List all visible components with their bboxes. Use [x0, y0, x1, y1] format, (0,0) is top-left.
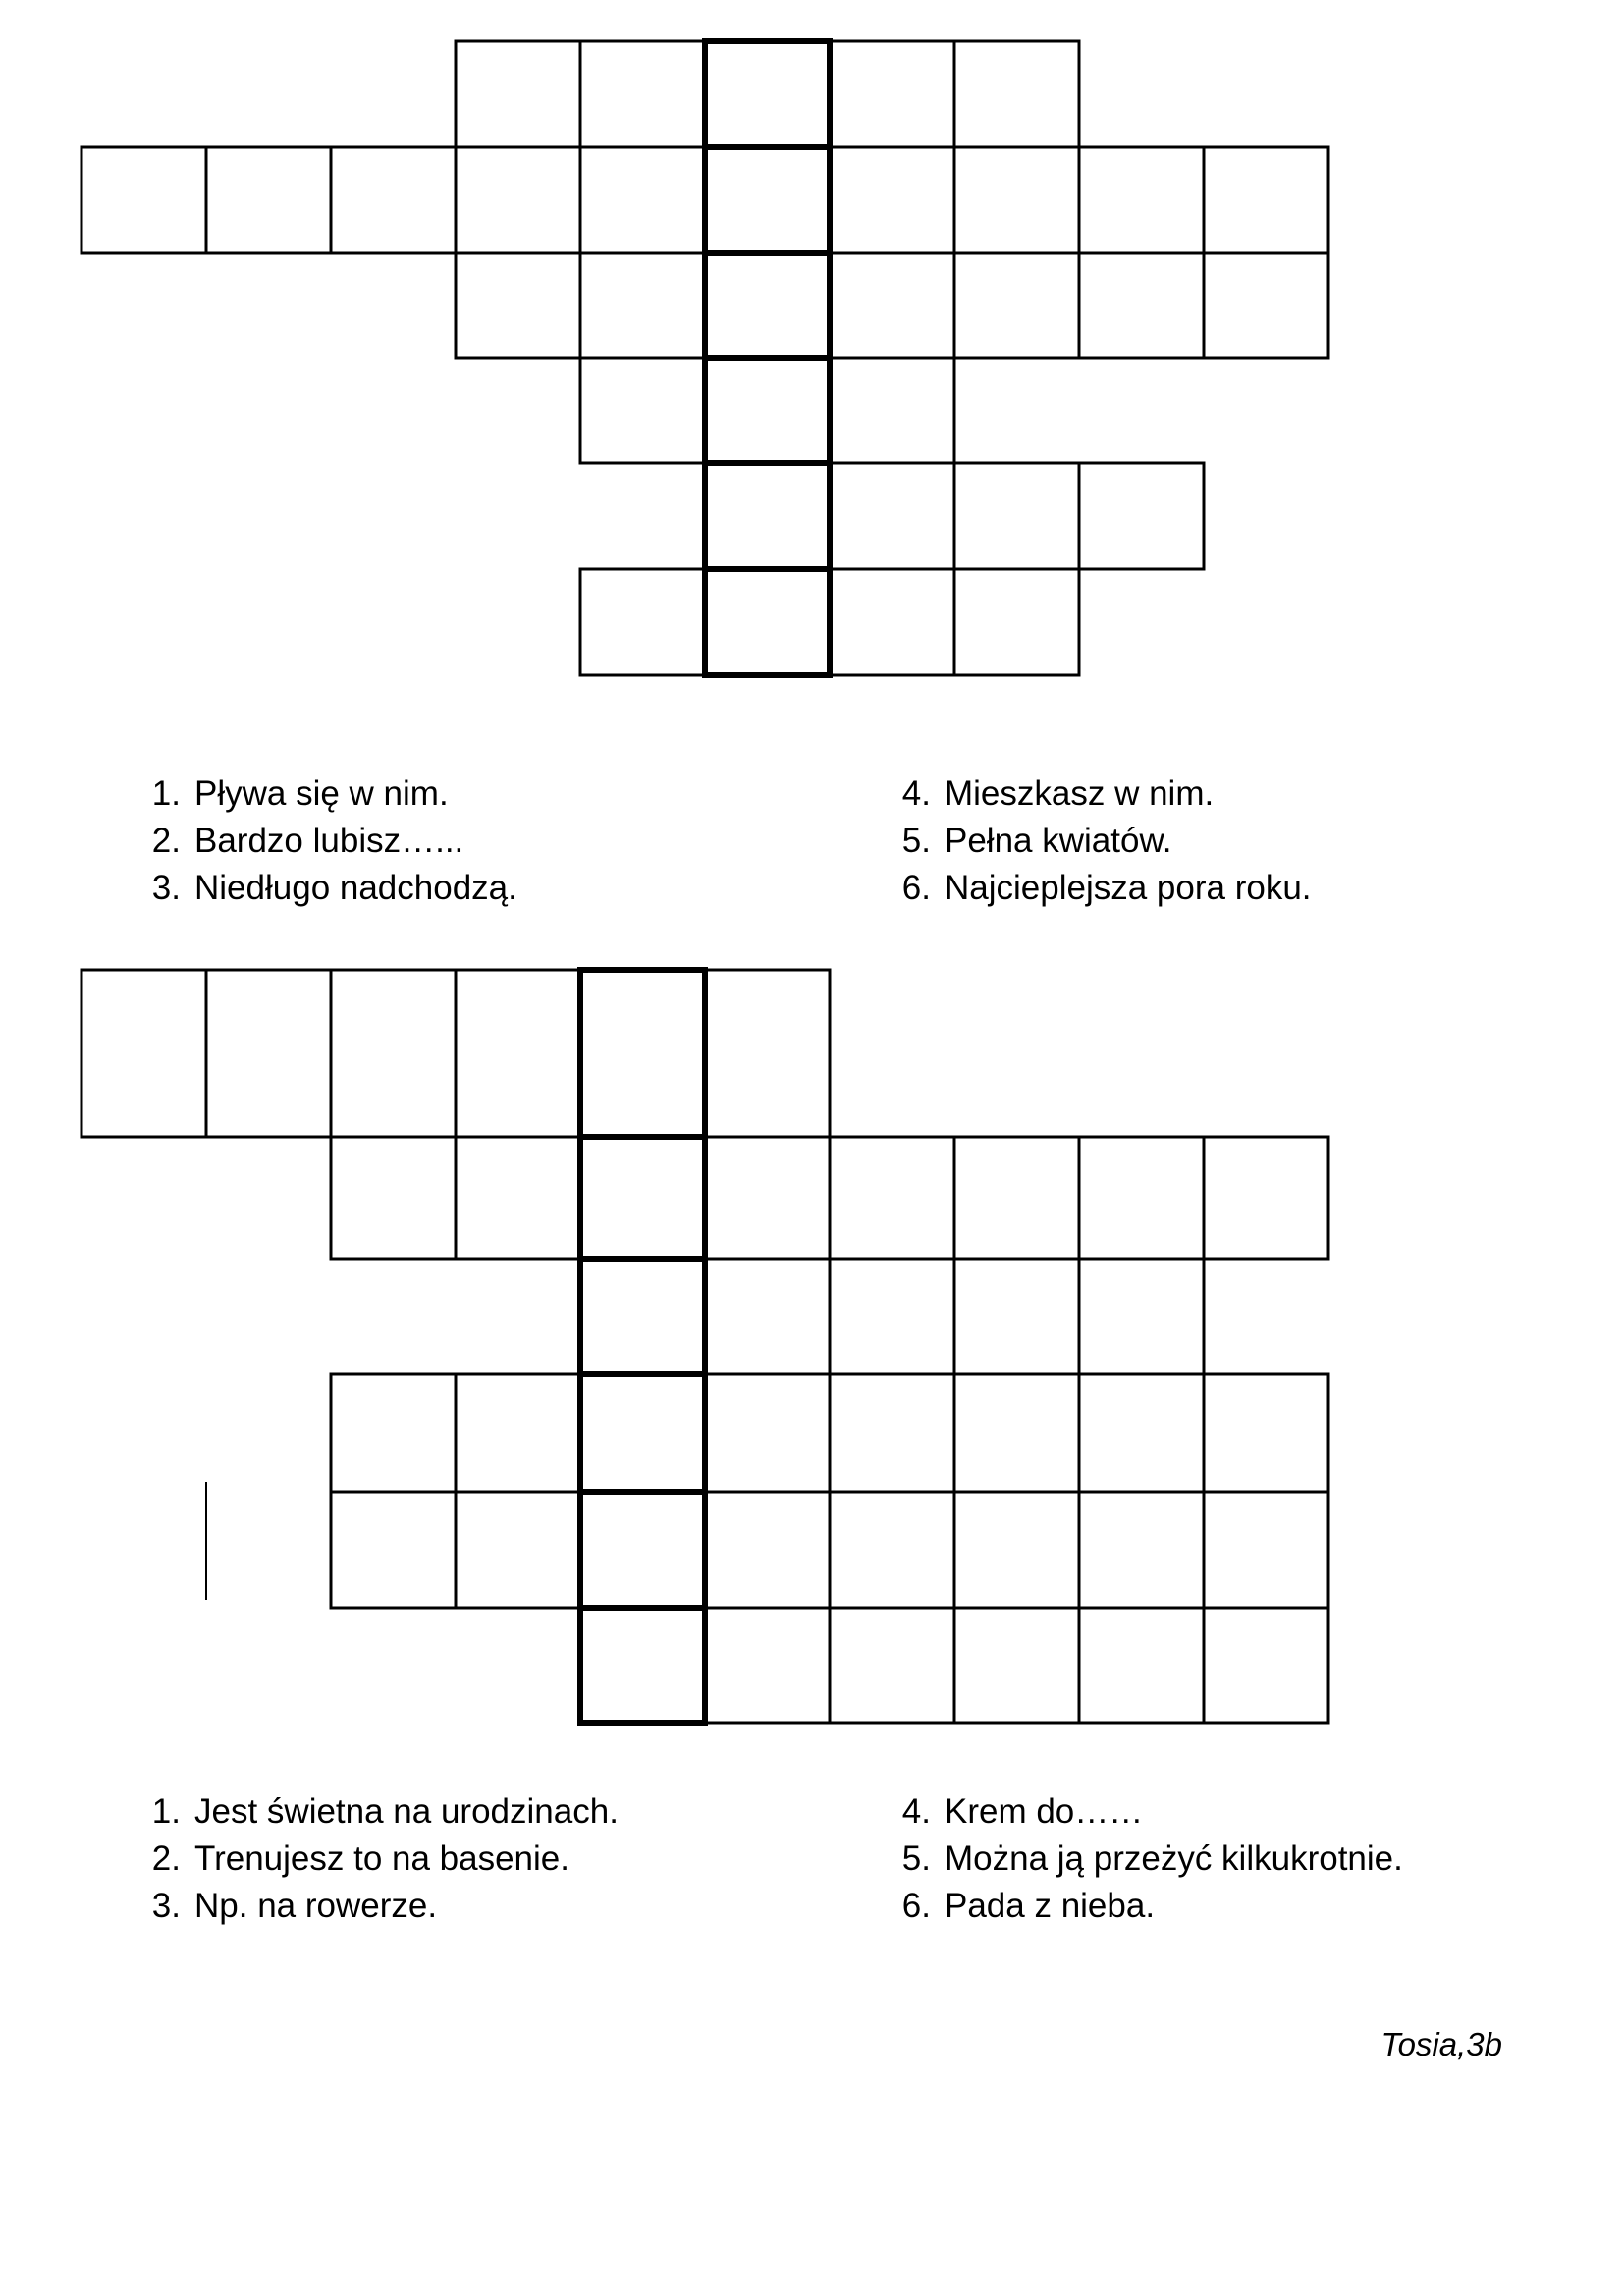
- crossword-1-cell[interactable]: [705, 147, 830, 253]
- clue-text: Pełna kwiatów.: [945, 822, 1172, 860]
- clue-text: Trenujesz to na basenie.: [194, 1840, 569, 1878]
- crossword-1-cell[interactable]: [954, 41, 1079, 147]
- crossword-1-cell[interactable]: [580, 253, 705, 358]
- crossword-1-cell[interactable]: [580, 41, 705, 147]
- crossword-1-cell[interactable]: [830, 463, 954, 569]
- crossword-1-cell[interactable]: [830, 147, 954, 253]
- crossword-1-cell[interactable]: [456, 147, 580, 253]
- crossword-2-cell[interactable]: [331, 970, 456, 1137]
- clue-item: [895, 1883, 1403, 1930]
- author-signature: Tosia,3b: [1380, 2026, 1502, 2062]
- crossword-2-cell[interactable]: [830, 1374, 954, 1492]
- crossword-1-cell[interactable]: [830, 253, 954, 358]
- crossword-2-cell[interactable]: [331, 1374, 456, 1492]
- crossword-1-cell[interactable]: [954, 569, 1079, 675]
- clue-item: [145, 1883, 619, 1930]
- crossword-1-cell[interactable]: [830, 569, 954, 675]
- clue-item: [895, 1836, 1403, 1883]
- clue-number: 1.: [151, 774, 181, 813]
- crossword-2-cell[interactable]: [1079, 1608, 1204, 1723]
- crossword-1-clues-left: [145, 771, 517, 912]
- clue-number: 5.: [901, 822, 931, 860]
- crossword-1-cell[interactable]: [456, 41, 580, 147]
- clue-text: Bardzo lubisz…...: [194, 822, 464, 860]
- crossword-2-cell[interactable]: [954, 1374, 1079, 1492]
- crossword-1-clues-right: [895, 771, 1312, 912]
- clue-text: Najcieplejsza pora roku.: [945, 869, 1312, 907]
- crossword-2-cell[interactable]: [705, 970, 830, 1137]
- crossword-2-cell[interactable]: [1204, 1374, 1328, 1492]
- clue-text: Pływa się w nim.: [194, 774, 449, 813]
- crossword-1-cell[interactable]: [830, 358, 954, 463]
- crossword-1-cell[interactable]: [1079, 147, 1204, 253]
- crossword-2-cell[interactable]: [81, 970, 206, 1137]
- clue-number: 4.: [901, 774, 931, 813]
- crossword-2-cell[interactable]: [830, 1137, 954, 1259]
- clue-item: [145, 1789, 619, 1836]
- crossword-2-cell[interactable]: [1204, 1137, 1328, 1259]
- crossword-1-cell[interactable]: [580, 358, 705, 463]
- crossword-2-cell[interactable]: [705, 1259, 830, 1374]
- clue-item: [895, 771, 1312, 818]
- crossword-2-cell[interactable]: [456, 1137, 580, 1259]
- clue-item: [895, 818, 1312, 865]
- clue-item: [895, 1789, 1403, 1836]
- crossword-1-cell[interactable]: [456, 253, 580, 358]
- clue-item: [895, 865, 1312, 912]
- clue-number: 2.: [151, 822, 181, 860]
- clue-number: 3.: [151, 1887, 181, 1925]
- crossword-2-cell[interactable]: [705, 1137, 830, 1259]
- clue-number: 6.: [901, 1887, 931, 1925]
- crossword-2-clues-left: [145, 1789, 619, 1930]
- crossword-1-cell[interactable]: [705, 358, 830, 463]
- crossword-1-cell[interactable]: [954, 253, 1079, 358]
- crossword-2-cell[interactable]: [705, 1374, 830, 1492]
- clue-text: Pada z nieba.: [945, 1887, 1156, 1925]
- crossword-1-cell[interactable]: [954, 147, 1079, 253]
- crossword-1-cell[interactable]: [206, 147, 331, 253]
- crossword-1-grid: [81, 41, 1328, 675]
- clue-number: 5.: [901, 1840, 931, 1878]
- crossword-2-cell[interactable]: [705, 1608, 830, 1723]
- crossword-1-cell[interactable]: [580, 147, 705, 253]
- crossword-2-cell[interactable]: [1204, 1492, 1328, 1608]
- crossword-2-cell[interactable]: [1204, 1608, 1328, 1723]
- crossword-2-cell[interactable]: [954, 1137, 1079, 1259]
- crossword-2-cell[interactable]: [580, 1259, 705, 1374]
- crossword-2-cell[interactable]: [1079, 1259, 1204, 1374]
- crossword-2-cell[interactable]: [954, 1608, 1079, 1723]
- clue-item: [145, 865, 517, 912]
- crossword-2-cell[interactable]: [1079, 1137, 1204, 1259]
- crossword-2-cell[interactable]: [954, 1492, 1079, 1608]
- clue-item: [145, 771, 517, 818]
- crossword-2-cell[interactable]: [580, 1137, 705, 1259]
- crossword-1-cell[interactable]: [705, 569, 830, 675]
- clue-number: 4.: [901, 1792, 931, 1831]
- crossword-2-cell[interactable]: [331, 1137, 456, 1259]
- crossword-1-cell[interactable]: [1204, 253, 1328, 358]
- clue-item: [145, 818, 517, 865]
- crossword-1-cell[interactable]: [1204, 147, 1328, 253]
- clue-number: 3.: [151, 869, 181, 907]
- crossword-1-cell[interactable]: [705, 463, 830, 569]
- crossword-1-cell[interactable]: [705, 253, 830, 358]
- crossword-2-cell[interactable]: [456, 1374, 580, 1492]
- clue-number: 2.: [151, 1840, 181, 1878]
- crossword-1-cell[interactable]: [331, 147, 456, 253]
- crossword-2-clues-right: [895, 1789, 1403, 1930]
- crossword-2-cell[interactable]: [1079, 1374, 1204, 1492]
- crossword-2-cell[interactable]: [580, 1374, 705, 1492]
- crossword-2-cell[interactable]: [830, 1259, 954, 1374]
- crossword-1-cell[interactable]: [1079, 463, 1204, 569]
- clue-item: [145, 1836, 619, 1883]
- crossword-2-cell[interactable]: [830, 1608, 954, 1723]
- clue-text: Krem do……: [945, 1792, 1144, 1831]
- crossword-2-cell[interactable]: [830, 1492, 954, 1608]
- clue-text: Jest świetna na urodzinach.: [194, 1792, 619, 1831]
- crossword-1-cell[interactable]: [81, 147, 206, 253]
- crossword-2-cell[interactable]: [331, 1492, 456, 1608]
- clue-number: 1.: [151, 1792, 181, 1831]
- crossword-2-cell[interactable]: [206, 970, 331, 1137]
- clue-text: Np. na rowerze.: [194, 1887, 438, 1925]
- crossword-1-cell[interactable]: [830, 41, 954, 147]
- clue-number: 6.: [901, 869, 931, 907]
- crossword-2-cell[interactable]: [456, 970, 580, 1137]
- clue-text: Można ją przeżyć kilkukrotnie.: [945, 1840, 1403, 1878]
- crossword-2-cell[interactable]: [580, 970, 705, 1137]
- crossword-2-cell[interactable]: [456, 1492, 580, 1608]
- clue-text: Mieszkasz w nim.: [945, 774, 1215, 813]
- crossword-1-cell[interactable]: [580, 569, 705, 675]
- crossword-1-cell[interactable]: [705, 41, 830, 147]
- crossword-2-cell[interactable]: [705, 1492, 830, 1608]
- crossword-2-cell[interactable]: [580, 1608, 705, 1723]
- clue-text: Niedługo nadchodzą.: [194, 869, 517, 907]
- crossword-2-cell[interactable]: [1079, 1492, 1204, 1608]
- crossword-2-cell[interactable]: [954, 1259, 1079, 1374]
- crossword-1-cell[interactable]: [1079, 253, 1204, 358]
- crossword-2-grid: [81, 970, 1328, 1723]
- crossword-2-cell[interactable]: [580, 1492, 705, 1608]
- crossword-1-cell[interactable]: [954, 463, 1079, 569]
